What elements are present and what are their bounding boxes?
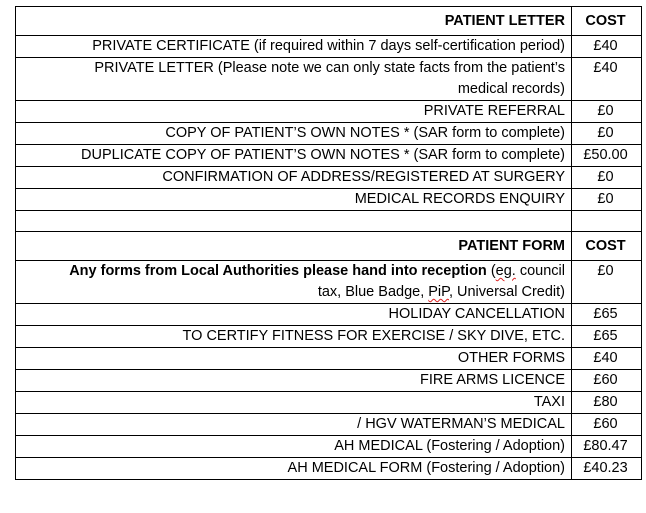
cost-column-header: COST [572, 7, 642, 36]
fee-description-line [20, 261, 565, 282]
table-row [16, 145, 642, 167]
fee-cost: £80 [572, 392, 642, 414]
fee-cost: £60 [572, 414, 642, 436]
fee-cost: £40 [572, 348, 642, 370]
fee-description: AH MEDICAL (Fostering / Adoption) [16, 436, 572, 458]
spellcheck-word: eg. [495, 263, 516, 279]
fee-cost: £60 [572, 370, 642, 392]
fees-table [15, 6, 642, 480]
table-row [16, 261, 642, 304]
fee-description: CONFIRMATION OF ADDRESS/REGISTERED AT SURGERY [16, 167, 572, 189]
fee-cost: £40 [572, 36, 642, 58]
fee-cost: £0 [572, 167, 642, 189]
table-row [16, 326, 642, 348]
table-row [16, 101, 642, 123]
cost-column-header: COST [572, 232, 642, 261]
fee-cost: £40.23 [572, 458, 642, 480]
table-row [16, 167, 642, 189]
empty-cell [572, 211, 642, 232]
fee-description-line: medical records) [457, 81, 565, 97]
fee-cost: £0 [572, 101, 642, 123]
table-row [16, 36, 642, 58]
text-fragment: ( [486, 263, 496, 279]
text-fragment: council [515, 263, 565, 279]
fee-description: DUPLICATE COPY OF PATIENT’S OWN NOTES * (SAR form to complete) [16, 145, 572, 167]
fee-description: PRIVATE REFERRAL [16, 101, 572, 123]
fee-description: AH MEDICAL FORM (Fostering / Adoption) [16, 458, 572, 480]
fee-cost: £0 [572, 123, 642, 145]
fee-description: / HGV WATERMAN’S MEDICAL [16, 414, 572, 436]
fee-cost: £50.00 [572, 145, 642, 167]
bold-instruction: Any forms from Local Authorities please hand into reception [69, 263, 487, 279]
table-row [16, 370, 642, 392]
fee-description: FIRE ARMS LICENCE [16, 370, 572, 392]
fee-cost: £0 [572, 189, 642, 211]
fee-description [16, 58, 572, 101]
table-row [16, 436, 642, 458]
text-fragment: tax, Blue Badge, [317, 284, 429, 300]
text-fragment: , Universal Credit) [448, 284, 565, 300]
section-title: PATIENT FORM [16, 232, 572, 261]
table-row [16, 348, 642, 370]
fee-cost: £80.47 [572, 436, 642, 458]
fee-description-line: PRIVATE LETTER (Please note we can only state facts from the patient’s [94, 60, 565, 76]
fee-cost: £65 [572, 326, 642, 348]
table-row [16, 189, 642, 211]
fee-cost: £0 [572, 261, 642, 304]
table-row [16, 458, 642, 480]
fee-description-line [20, 282, 565, 303]
spacer-row [16, 211, 642, 232]
fee-description: HOLIDAY CANCELLATION [16, 304, 572, 326]
table-row [16, 392, 642, 414]
fee-description: COPY OF PATIENT’S OWN NOTES * (SAR form to complete) [16, 123, 572, 145]
table-row [16, 58, 642, 101]
fee-description: PRIVATE CERTIFICATE (if required within 7 days self-certification period) [16, 36, 572, 58]
fee-description [16, 261, 572, 304]
fee-cost: £40 [572, 58, 642, 101]
fee-description: MEDICAL RECORDS ENQUIRY [16, 189, 572, 211]
empty-cell [16, 211, 572, 232]
table-row [16, 123, 642, 145]
fee-description: OTHER FORMS [16, 348, 572, 370]
section-title: PATIENT LETTER [16, 7, 572, 36]
spellcheck-word: PiP [428, 284, 449, 300]
fee-cost: £65 [572, 304, 642, 326]
fee-description: TAXI [16, 392, 572, 414]
fee-description: TO CERTIFY FITNESS FOR EXERCISE / SKY DIVE, ETC. [16, 326, 572, 348]
table-row [16, 414, 642, 436]
section-header-row [16, 7, 642, 36]
section-header-row [16, 232, 642, 261]
table-row [16, 304, 642, 326]
